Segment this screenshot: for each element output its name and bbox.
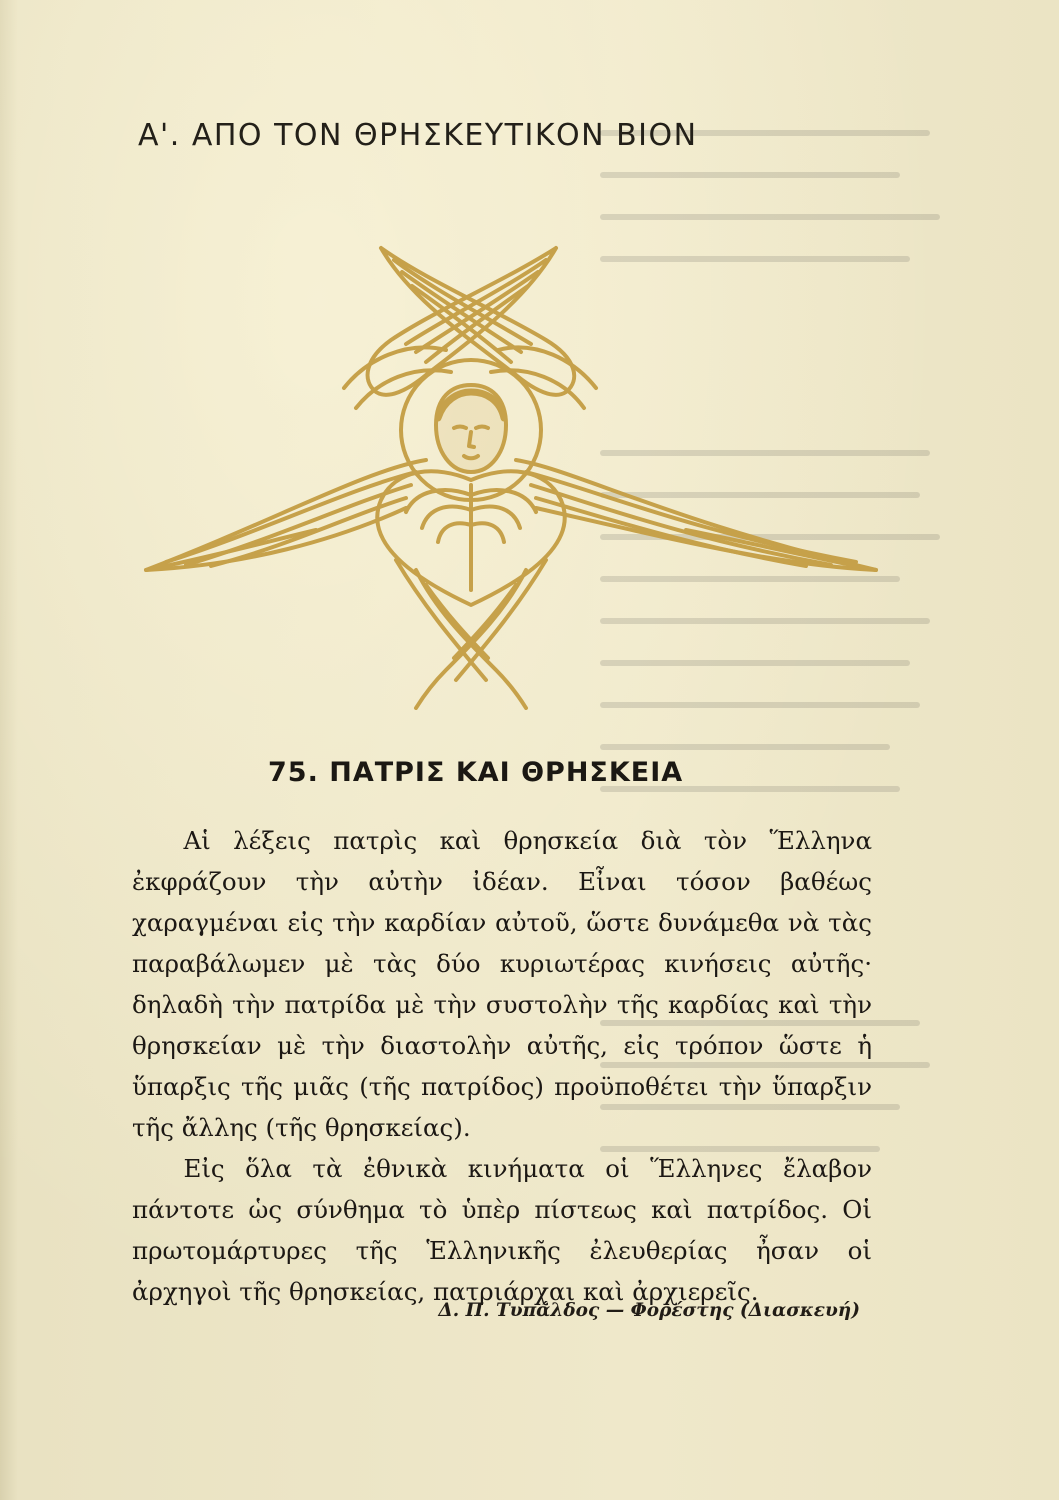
seraph-angel-icon xyxy=(126,240,896,710)
article-title: 75. ΠΑΤΡΙΣ ΚΑΙ ΘΡΗΣΚΕΙΑ xyxy=(268,757,684,788)
article-body xyxy=(132,820,872,1312)
paragraph-1: Αἱ λέξεις πατρὶς καὶ θρησκεία διὰ τὸν Ἕλληνα ἐκφράζουν τὴν αὐτὴν ἰδέαν. Εἶναι τόσον βαθέως χαραγμέναι εἰς τὴν καρδίαν αὐτοῦ, ὥστε δυνάμεθα νὰ τὰς παραβάλωμεν μὲ τὰς δύο κυριωτέρας κινήσεις αὐτῆς· δηλαδὴ τὴν πατρίδα μὲ τὴν συστολὴν τῆς καρδίας καὶ τὴν θρησκείαν μὲ τὴν διαστολὴν αὐτῆς, εἰς τρόπον ὥστε ἡ ὕπαρξις τῆς μιᾶς (τῆς πατρίδος) προϋποθέτει τὴν ὕπαρξιν τῆς ἄλλης (τῆς θρησκείας). xyxy=(132,826,872,1142)
section-header: Α'. ΑΠΟ ΤΟΝ ΘΡΗΣΚΕΥΤΙΚΟΝ ΒΙΟΝ xyxy=(138,118,698,153)
attribution: Δ. Π. Τυπάλδος — Φορέστης (Διασκευή) xyxy=(438,1300,860,1321)
paragraph-2: Εἰς ὅλα τὰ ἐθνικὰ κινήματα οἱ Ἕλληνες ἔλαβον πάντοτε ὡς σύνθημα τὸ ὑπὲρ πίστεως καὶ πατρίδος. Οἱ πρωτομάρτυρες τῆς Ἑλληνικῆς ἐλευθερίας ἦσαν οἱ ἀρχηγοὶ τῆς θρησκείας, πατριάρχαι καὶ ἀρχιερεῖς. xyxy=(132,1154,872,1306)
